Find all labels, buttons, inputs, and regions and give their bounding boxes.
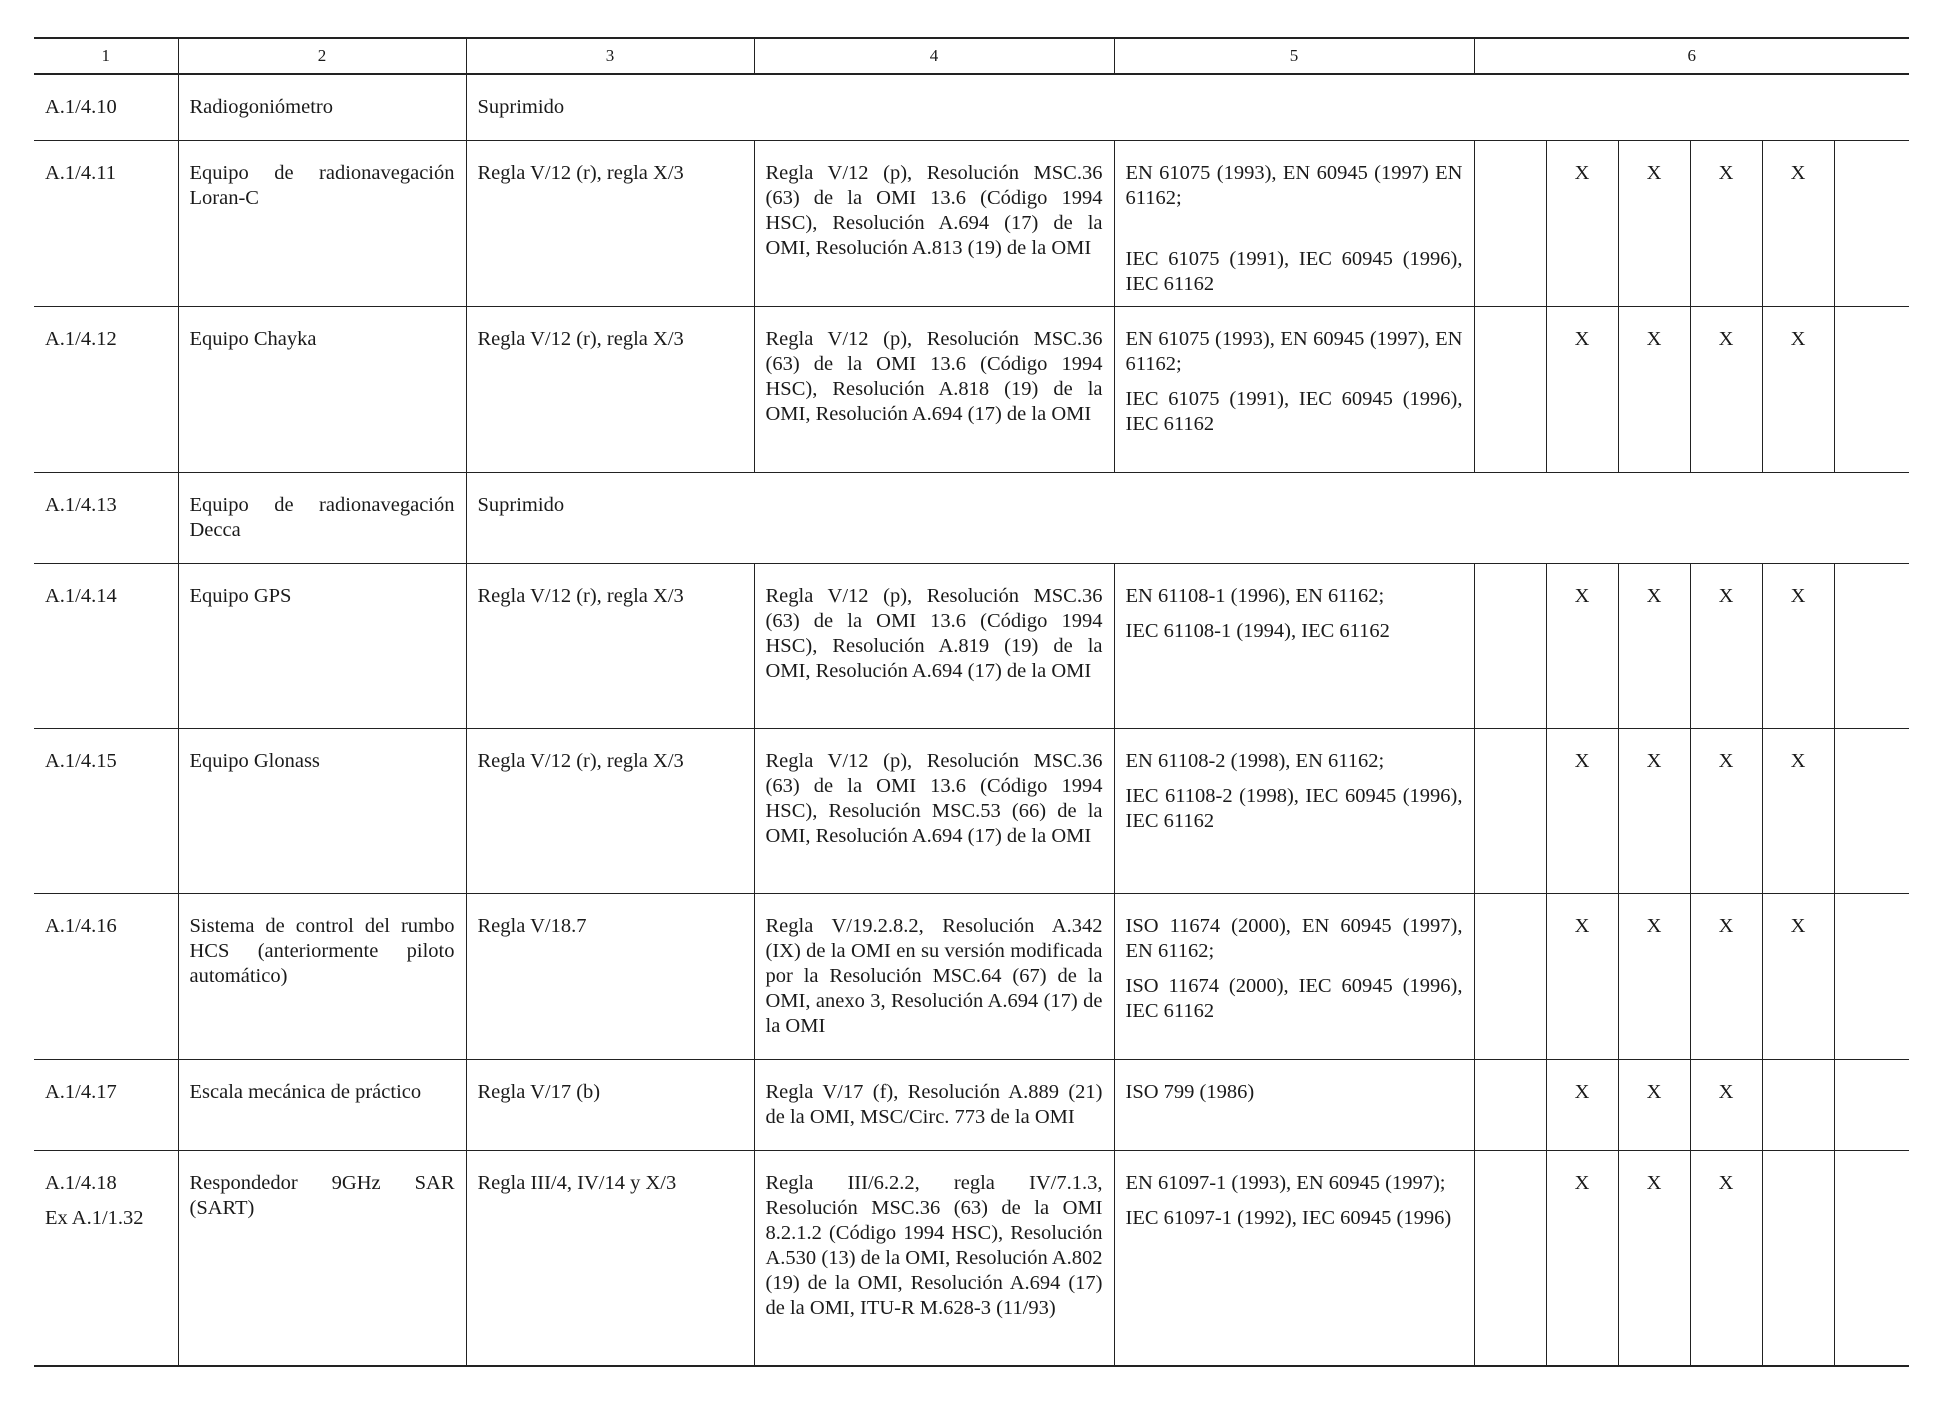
- mark-cell: X: [1546, 306, 1618, 472]
- rule-reference: Regla V/12 (r), regla X/3: [466, 728, 754, 893]
- item-id: A.1/4.18: [45, 1171, 117, 1194]
- standard-en: ISO 799 (1986): [1125, 1080, 1255, 1103]
- regulation-table-page: [34, 37, 1909, 1367]
- mark-cell: X: [1690, 563, 1762, 728]
- item-id: A.1/4.15: [45, 749, 117, 772]
- mark-cell: [1474, 306, 1546, 472]
- mark-cell: X: [1762, 563, 1834, 728]
- item-id: A.1/4.12: [45, 327, 117, 350]
- standard-en: EN 61097-1 (1993), EN 60945 (1997);: [1125, 1171, 1446, 1194]
- item-id: A.1/4.17: [45, 1080, 117, 1103]
- standard-en: EN 61108-2 (1998), EN 61162;: [1125, 749, 1385, 772]
- mark-cell: [1834, 306, 1909, 472]
- table-row: [34, 1059, 1909, 1150]
- rule-reference: Regla V/12 (r), regla X/3: [466, 306, 754, 472]
- rule-reference: Regla V/18.7: [466, 893, 754, 1059]
- table-row: [34, 1150, 1909, 1366]
- column-header: 5: [1114, 38, 1474, 74]
- requirements: Regla III/6.2.2, regla IV/7.1.3, Resolución MSC.36 (63) de la OMI 8.2.1.2 (Código 1994 HSC), Resolución A.530 (13) de la OMI, Resolución A.802 (19) de la OMI, Resolución A.694 (17) de la OMI, ITU-R M.628-3 (11/93): [754, 1150, 1114, 1366]
- standards: [1114, 1059, 1474, 1150]
- mark-cell: [1474, 563, 1546, 728]
- mark-cell: X: [1690, 728, 1762, 893]
- mark-cell: X: [1762, 140, 1834, 306]
- rule-reference: Regla V/12 (r), regla X/3: [466, 140, 754, 306]
- mark-cell: X: [1546, 1150, 1618, 1366]
- mark-cell: X: [1690, 306, 1762, 472]
- equipment-name: Equipo de radionavegación Decca: [178, 472, 466, 563]
- requirements: Regla V/12 (p), Resolución MSC.36 (63) de la OMI 13.6 (Código 1994 HSC), Resolución MSC.53 (66) de la OMI, Resolución A.694 (17) de la OMI: [754, 728, 1114, 893]
- requirements: Regla V/17 (f), Resolución A.889 (21) de la OMI, MSC/Circ. 773 de la OMI: [754, 1059, 1114, 1150]
- equipment-name: Sistema de control del rumbo HCS (anteriormente piloto automático): [178, 893, 466, 1059]
- mark-cell: X: [1546, 1059, 1618, 1150]
- mark-cell: [1834, 728, 1909, 893]
- standards: [1114, 563, 1474, 728]
- mark-cell: X: [1618, 893, 1690, 1059]
- mark-cell: X: [1690, 1150, 1762, 1366]
- standard-iec: IEC 61108-1 (1994), IEC 61162: [1125, 619, 1390, 642]
- standards: [1114, 306, 1474, 472]
- table-header: [34, 38, 1909, 74]
- mark-cell: [1474, 728, 1546, 893]
- mark-cell: X: [1546, 140, 1618, 306]
- requirements: Regla V/12 (p), Resolución MSC.36 (63) de la OMI 13.6 (Código 1994 HSC), Resolución A.694 (17) de la OMI, Resolución A.813 (19) de la OMI: [754, 140, 1114, 306]
- mark-cell: X: [1618, 563, 1690, 728]
- mark-cell: X: [1618, 1150, 1690, 1366]
- mark-cell: [1474, 1150, 1546, 1366]
- column-header: 6: [1474, 38, 1909, 74]
- rule-reference: Regla III/4, IV/14 y X/3: [466, 1150, 754, 1366]
- table-row: [34, 306, 1909, 472]
- mark-cell: X: [1762, 728, 1834, 893]
- mark-cell: X: [1762, 306, 1834, 472]
- standard-iec: IEC 61097-1 (1992), IEC 60945 (1996): [1125, 1206, 1452, 1229]
- column-header: 4: [754, 38, 1114, 74]
- standards: [1114, 1150, 1474, 1366]
- equipment-table: [34, 37, 1909, 1367]
- rule-reference: Regla V/17 (b): [466, 1059, 754, 1150]
- equipment-name: Escala mecánica de práctico: [178, 1059, 466, 1150]
- mark-cell: [1762, 1150, 1834, 1366]
- equipment-name: Equipo Chayka: [178, 306, 466, 472]
- item-id: A.1/4.11: [45, 161, 116, 184]
- standards: [1114, 728, 1474, 893]
- mark-cell: X: [1690, 893, 1762, 1059]
- mark-cell: [1834, 1059, 1909, 1150]
- mark-cell: [1834, 893, 1909, 1059]
- standard-iec: ISO 11674 (2000), IEC 60945 (1996), IEC 61162: [1125, 974, 1463, 1022]
- standard-iec: IEC 61108-2 (1998), IEC 60945 (1996), IEC 61162: [1125, 784, 1463, 832]
- standard-iec: IEC 61075 (1991), IEC 60945 (1996), IEC 61162: [1125, 247, 1463, 295]
- table-row: [34, 140, 1909, 306]
- standard-en: EN 61075 (1993), EN 60945 (1997), EN 61162;: [1125, 327, 1463, 375]
- deleted-note: Suprimido: [466, 472, 1909, 563]
- mark-cell: X: [1618, 728, 1690, 893]
- standard-en: EN 61075 (1993), EN 60945 (1997) EN 61162;: [1125, 161, 1463, 209]
- requirements: Regla V/12 (p), Resolución MSC.36 (63) de la OMI 13.6 (Código 1994 HSC), Resolución A.819 (19) de la OMI, Resolución A.694 (17) de la OMI: [754, 563, 1114, 728]
- mark-cell: [1762, 1059, 1834, 1150]
- mark-cell: X: [1618, 306, 1690, 472]
- standard-en: ISO 11674 (2000), EN 60945 (1997), EN 61162;: [1125, 914, 1463, 962]
- standards: [1114, 893, 1474, 1059]
- column-header: 3: [466, 38, 754, 74]
- table-row: [34, 563, 1909, 728]
- mark-cell: [1834, 140, 1909, 306]
- table-row: [34, 893, 1909, 1059]
- mark-cell: X: [1690, 140, 1762, 306]
- column-header: 2: [178, 38, 466, 74]
- requirements: Regla V/19.2.8.2, Resolución A.342 (IX) de la OMI en su versión modificada por la Resolución MSC.64 (67) de la OMI, anexo 3, Resolución A.694 (17) de la OMI: [754, 893, 1114, 1059]
- table-row: [34, 472, 1909, 563]
- item-id: A.1/4.10: [45, 96, 117, 118]
- mark-cell: X: [1546, 563, 1618, 728]
- rule-reference: Regla V/12 (r), regla X/3: [466, 563, 754, 728]
- equipment-name: Equipo de radionavegación Loran-C: [178, 140, 466, 306]
- equipment-name: Equipo GPS: [178, 563, 466, 728]
- standard-iec: IEC 61075 (1991), IEC 60945 (1996), IEC 61162: [1125, 387, 1463, 435]
- table-row: [34, 74, 1909, 140]
- mark-cell: [1474, 1059, 1546, 1150]
- mark-cell: X: [1546, 893, 1618, 1059]
- mark-cell: X: [1546, 728, 1618, 893]
- standards: [1114, 140, 1474, 306]
- column-header: 1: [34, 38, 178, 74]
- former-item-id: Ex A.1/1.32: [45, 1206, 144, 1229]
- equipment-name: Respondedor 9GHz SAR (SART): [178, 1150, 466, 1366]
- equipment-name: Radiogoniómetro: [178, 74, 466, 140]
- mark-cell: [1834, 563, 1909, 728]
- item-id-cell: [34, 1150, 178, 1366]
- equipment-name: Equipo Glonass: [178, 728, 466, 893]
- table-row: [34, 728, 1909, 893]
- mark-cell: X: [1690, 1059, 1762, 1150]
- mark-cell: [1474, 893, 1546, 1059]
- item-id: A.1/4.14: [45, 584, 117, 607]
- mark-cell: X: [1762, 893, 1834, 1059]
- mark-cell: [1834, 1150, 1909, 1366]
- mark-cell: X: [1618, 1059, 1690, 1150]
- deleted-note: Suprimido: [466, 74, 1909, 140]
- item-id: A.1/4.16: [45, 914, 117, 937]
- requirements: Regla V/12 (p), Resolución MSC.36 (63) de la OMI 13.6 (Código 1994 HSC), Resolución A.818 (19) de la OMI, Resolución A.694 (17) de la OMI: [754, 306, 1114, 472]
- item-id: A.1/4.13: [45, 493, 117, 516]
- mark-cell: X: [1618, 140, 1690, 306]
- standard-en: EN 61108-1 (1996), EN 61162;: [1125, 584, 1385, 607]
- mark-cell: [1474, 140, 1546, 306]
